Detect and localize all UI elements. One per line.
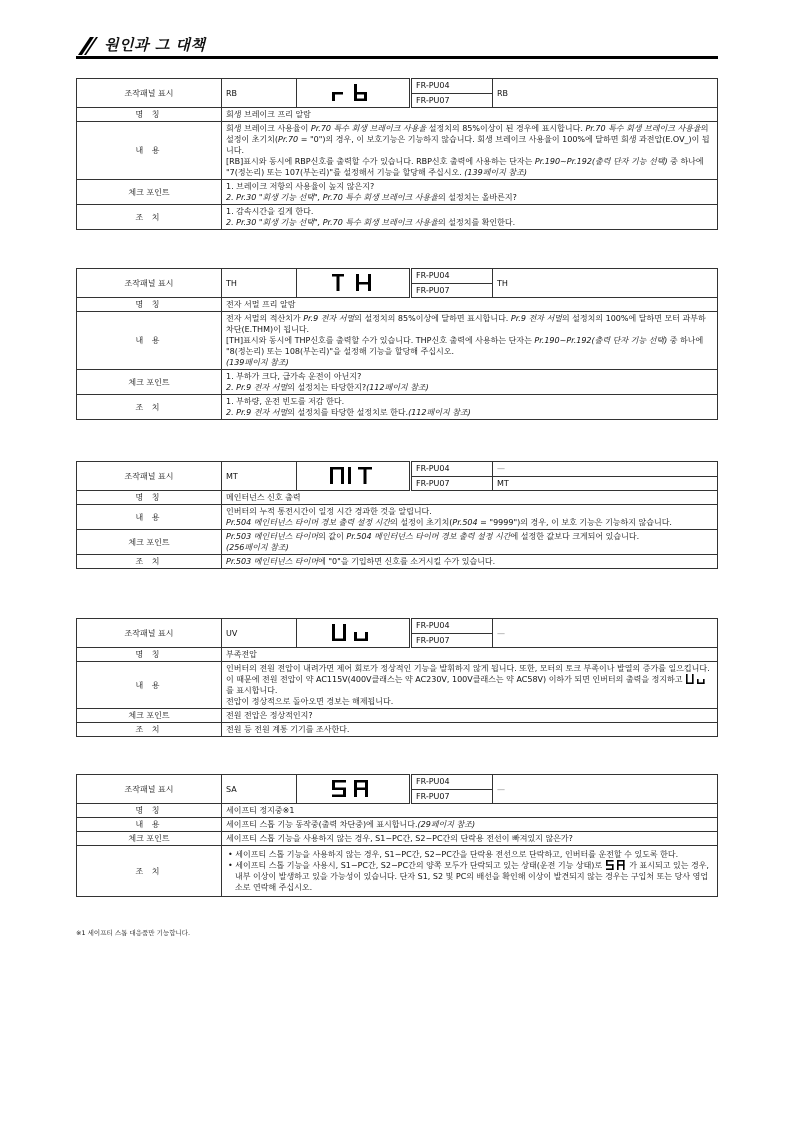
check-label: 체크 포인트 [77,530,222,555]
content-text: 인버터의 전원 전압이 내려가면 제어 회로가 정상적인 기능을 발휘하지 않게 됩니다. 또한, 모터의 토크 부족이나 발열의 증가를 일으킵니다. 이 때문에 전원 전압이 약 AC115V(400V클래스는 약 AC230V, 100V클래스는 약 AC58V) 이하가 되면 인버터의 출력을 정지하고 를 표시합니다. 전압이 정상적으로 돌아오면 경보는 해제됩니다. [222,662,718,709]
display-label: 조작패널 표시 [77,462,222,491]
slash-logo-icon [76,35,98,57]
content-text: 인버터의 누적 통전시간이 일정 시간 경과한 것을 알립니다. Pr.504 메인터넌스 타이머 경보 출력 설정 시간의 설정이 초기치(Pr.504 = "9999")의 경우, 이 보호 기능은 기능하지 않습니다. [222,505,718,530]
uv-table [76,618,718,737]
sa-table [76,774,718,897]
action-text: Pr.503 메인터넌스 타이머에 "0"을 기입하면 신호를 소거시킬 수가 있습니다. [222,555,718,569]
pu04-label: FR-PU04 [411,462,493,477]
code-text: SA [222,775,297,804]
seven-segment-sa-inline [605,860,627,870]
rb-table [76,78,718,230]
action-text: 1. 감속시간을 길게 한다. 2. Pr.30 "회생 기능 선택", Pr.70 특수 회생 브레이크 사용율의 설정치를 확인한다. [222,205,718,230]
name-value: 메인터넌스 신호 출력 [222,491,718,505]
pu-value: TH [493,269,718,298]
check-label: 체크 포인트 [77,709,222,723]
action-label: 조 치 [77,723,222,737]
page-title: 원인과 그 대책 [104,36,206,54]
name-label: 명 칭 [77,648,222,662]
pu-value: — [493,619,718,648]
display-label: 조작패널 표시 [77,775,222,804]
content-label: 내 용 [77,818,222,832]
page-header [76,32,718,62]
action-label: 조 치 [77,205,222,230]
name-value: 부족전압 [222,648,718,662]
header-rule [76,56,718,59]
display-label: 조작패널 표시 [77,619,222,648]
display-label: 조작패널 표시 [77,269,222,298]
action-bullet-2: • 세이프티 스톱 기능을 사용시, S1−PC간, S2−PC간의 양쪽 모두가 단락되고 있는 상태(운전 기능 상태)로 가 표시되고 있는 경우, 내부 이상이 발생하고 있을 가능성이 있습니다. 단자 S1, S2 및 PC의 배선을 확인해 이상이 발견되지 않는 경우는 구입처 또는 당사 영업소로 연락해 주십시오. [228,861,709,892]
pu07-label: FR-PU07 [411,93,493,108]
pu04-label: FR-PU04 [411,269,493,284]
name-label: 명 칭 [77,298,222,312]
check-text: 전원 전압은 정상적인지? [222,709,718,723]
content-text: 세이프티 스톱 기능 동작중(출력 차단중)에 표시합니다.(29페이지 참조) [222,818,718,832]
name-value: 회생 브레이크 프리 알람 [222,108,718,122]
seven-segment-th [297,269,411,298]
content-text: 회생 브레이크 사용율이 Pr.70 특수 회생 브레이크 사용율 설정치의 85%이상이 된 경우에 표시합니다. Pr.70 특수 회생 브레이크 사용율의 설정이 초기치(Pr.70 = "0")의 경우, 이 보호기능은 기능하지 않습니다. 회생 브레이크 사용율이 100%에 달하면 회생 과전압(E.OV_)이 됩니다. [RB]표시와 동시에 RBP신호를 출력할 수가 있습니다. RBP신호 출력에 사용하는 단자는 Pr.190~Pr.192(출력 단자 기능 선택) 중 하나에 "7(정논리) 또는 107(부논리)"를 설정해서 기능을 할당해 주십시오. (139페이지 참조) [222,122,718,180]
name-value: 전자 서멀 프리 알람 [222,298,718,312]
action-label: 조 치 [77,555,222,569]
pu07-label: FR-PU07 [411,476,493,491]
action-bullet-1: • 세이프티 스톱 기능을 사용하지 않는 경우, S1−PC간, S2−PC간을 단락용 전선으로 단락하고, 인버터를 운전할 수 있도록 한다. [228,850,679,859]
seven-segment-rb [297,79,411,108]
code-text: MT [222,462,297,491]
content-text: 전자 서멀의 적산치가 Pr.9 전자 서멀의 설정치의 85%이상에 달하면 표시합니다. Pr.9 전자 서멀의 설정치의 100%에 달하면 모터 과부하 차단(E.THM)이 됩니다. [TH]표시와 동시에 THP신호를 출력할 수가 있습니다. THP신호 출력에 사용하는 단자는 Pr.190~Pr.192(출력 단자 기능 선택) 중 하나에 "8(정논리) 또는 108(부논리)"을 설정해 기능을 할당해 주십시오. (139페이지 참조) [222,312,718,370]
action-label: 조 치 [77,395,222,420]
pu07-label: FR-PU07 [411,633,493,648]
pu07-value: MT [493,476,718,491]
action-label: 조 치 [77,846,222,897]
seven-segment-sa [297,775,411,804]
action-text: 1. 부하량, 운전 빈도를 저감 한다. 2. Pr.9 전자 서멀의 설정치를 타당한 설정치로 한다.(112페이지 참조) [222,395,718,420]
seven-segment-uv-inline [685,674,707,684]
display-label: 조작패널 표시 [77,79,222,108]
check-label: 체크 포인트 [77,180,222,205]
footnote: ※1 세이프티 스톱 대응품만 기능합니다. [76,929,191,937]
pu04-label: FR-PU04 [411,79,493,94]
pu07-label: FR-PU07 [411,283,493,298]
content-label: 내 용 [77,662,222,709]
mt-table [76,461,718,569]
pu04-label: FR-PU04 [411,619,493,634]
content-label: 내 용 [77,122,222,180]
name-label: 명 칭 [77,108,222,122]
name-label: 명 칭 [77,804,222,818]
check-text: 1. 부하가 크다, 급가속 운전이 아닌지? 2. Pr.9 전자 서멀의 설정치는 타당한지?(112페이지 참조) [222,370,718,395]
pu-value: — [493,775,718,804]
check-text: 1. 브레이크 저항의 사용율이 높지 않은지? 2. Pr.30 "회생 기능 선택", Pr.70 특수 회생 브레이크 사용율의 설정치는 올바른지? [222,180,718,205]
pu07-label: FR-PU07 [411,789,493,804]
pu-value: RB [493,79,718,108]
content-label: 내 용 [77,312,222,370]
name-label: 명 칭 [77,491,222,505]
check-label: 체크 포인트 [77,832,222,846]
content-label: 내 용 [77,505,222,530]
check-label: 체크 포인트 [77,370,222,395]
code-text: UV [222,619,297,648]
code-text: TH [222,269,297,298]
check-text: Pr.503 메인터넌스 타이머의 값이 Pr.504 메인터넌스 타이머 경보 출력 설정 시간에 설정한 값보다 크게되어 있습니다. (256페이지 참조) [222,530,718,555]
check-text: 세이프티 스톱 기능을 사용하지 않는 경우, S1−PC간, S2−PC간의 단락용 전선이 빠져있지 않은가? [222,832,718,846]
code-text: RB [222,79,297,108]
name-value: 세이프티 정지중※1 [222,804,718,818]
action-text: 전원 등 전원 계통 기기를 조사한다. [222,723,718,737]
pu04-value: — [493,462,718,477]
seven-segment-mt [297,462,411,491]
th-table [76,268,718,420]
seven-segment-uv [297,619,411,648]
pu04-label: FR-PU04 [411,775,493,790]
action-text [222,846,718,897]
